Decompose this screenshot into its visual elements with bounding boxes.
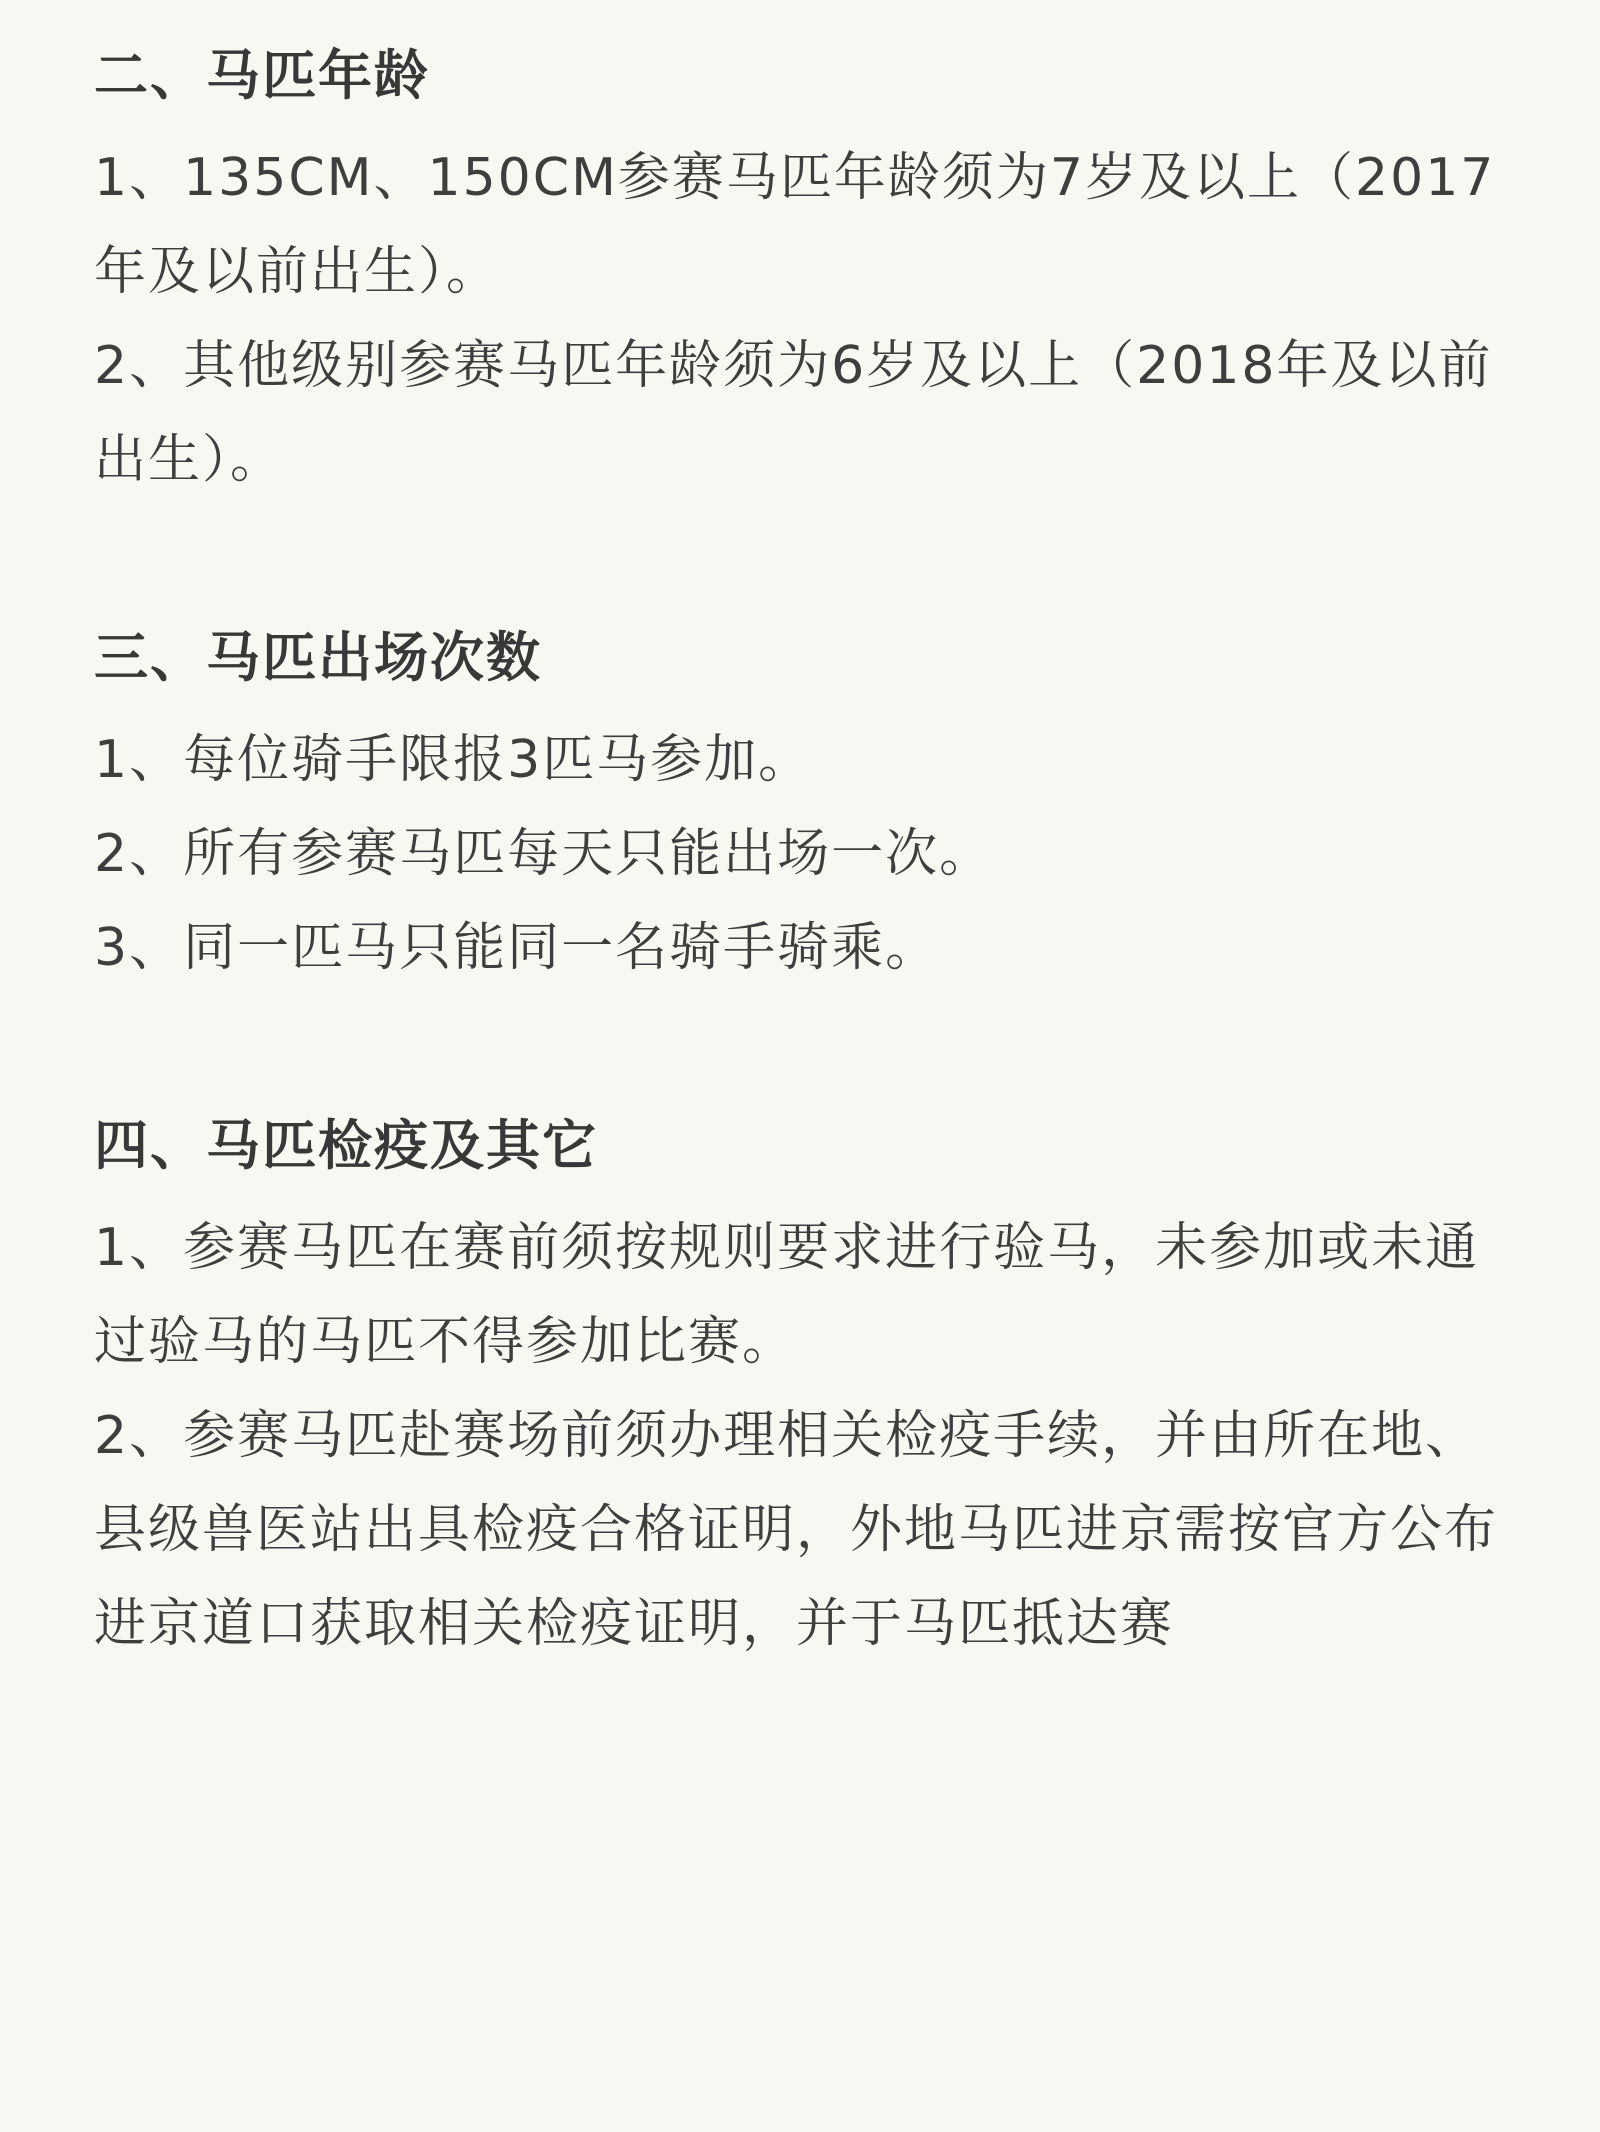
paragraph: 1、参赛马匹在赛前须按规则要求进行验马，未参加或未通过验马的马匹不得参加比赛。 xyxy=(94,1218,1480,1372)
section-horse-age xyxy=(94,35,1506,507)
paragraph: 2、参赛马匹赴赛场前须办理相关检疫手续，并由所在地、县级兽医站出具检疫合格证明，外地马匹进京需按官方公布进京道口获取相关检疫证明，并于马匹抵达赛 xyxy=(94,1406,1499,1654)
section-heading: 二、马匹年龄 xyxy=(94,44,430,107)
section-heading: 四、马匹检疫及其它 xyxy=(94,1114,598,1177)
paragraph: 2、所有参赛马匹每天只能出场一次。 xyxy=(94,824,994,884)
section-heading: 三、马匹出场次数 xyxy=(94,626,542,689)
section-horse-appearances xyxy=(94,617,1506,995)
paragraph: 2、其他级别参赛马匹年龄须为6岁及以上（2018年及以前出生）。 xyxy=(94,336,1493,490)
section-horse-quarantine xyxy=(94,1105,1506,1671)
paragraph: 1、每位骑手限报3匹马参加。 xyxy=(94,730,813,790)
paragraph: 1、135CM、150CM参赛马匹年龄须为7岁及以上（2017年及以前出生）。 xyxy=(94,148,1496,302)
paragraph: 3、同一匹马只能同一名骑手骑乘。 xyxy=(94,918,940,978)
